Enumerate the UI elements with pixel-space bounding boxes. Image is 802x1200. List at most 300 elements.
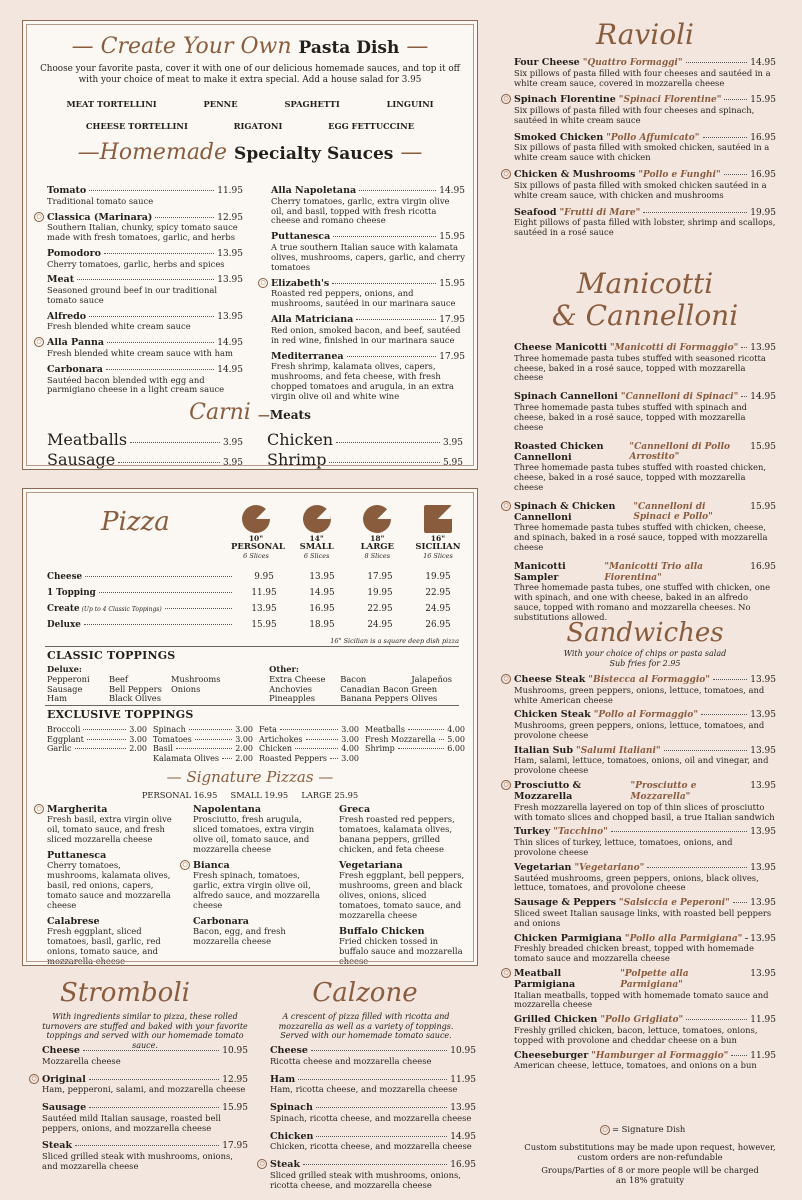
pizza-price: 22.95	[367, 604, 393, 614]
menu-item	[503, 780, 776, 822]
pizza-size	[352, 505, 402, 560]
signature-legend	[600, 1124, 685, 1135]
item-name: Manicotti Sampler	[514, 560, 566, 584]
pizza-icon	[363, 505, 391, 533]
item-price: 15.95	[439, 232, 465, 243]
sauce-item	[47, 185, 243, 207]
item-name: Smoked Chicken	[514, 131, 604, 143]
item-header	[47, 248, 243, 260]
item-name: Alla Matriciana	[271, 314, 354, 326]
topping-name: Basil	[153, 744, 173, 754]
item-price: 11.95	[750, 1050, 776, 1061]
sandwiches-list	[503, 674, 776, 1075]
pizza-row	[47, 569, 467, 585]
item-price: 12.95	[217, 212, 243, 223]
dot-leader	[330, 758, 338, 759]
item-italian-name: "Cannelloni di Spinaci"	[620, 392, 739, 403]
sandwiches-title: Sandwiches	[566, 618, 724, 648]
item-price: 16.95	[750, 561, 776, 572]
exclusive-topping	[153, 754, 253, 764]
dot-leader	[165, 608, 232, 609]
signature-prices: PERSONAL 16.95 SMALL 19.95 LARGE 25.95	[141, 790, 359, 800]
ravioli-title: Ravioli	[596, 18, 694, 51]
pizza-price: 26.95	[425, 620, 451, 630]
pizza-size-name: LARGE	[360, 542, 394, 553]
item-price: 13.95	[217, 275, 243, 286]
classic-toppings-title: CLASSIC TOPPINGS	[47, 649, 176, 662]
signature-pizza	[339, 860, 467, 921]
item-name: Cheese Manicotti	[514, 342, 607, 353]
dot-leader	[89, 1079, 219, 1080]
item-price: 14.95	[217, 338, 243, 349]
exclusive-topping	[47, 735, 147, 745]
item-name: Puttanesca	[271, 231, 331, 243]
item-description: Sautéed bacon blended with egg and parmigiano cheese in a light cream sauce	[47, 374, 225, 395]
dot-leader	[99, 592, 232, 593]
signature-pizza	[47, 850, 175, 911]
create-intro: Choose your favorite pasta, cover it with one of our delicious homemade sauces, and top it off with your choice of meat to make it extra special. Add a house salad for 3.95	[40, 64, 460, 85]
pasta-panel	[22, 20, 478, 470]
sauce-item	[47, 274, 243, 305]
pizza-size-slices: 16 Slices	[423, 551, 453, 560]
dot-leader	[733, 902, 748, 903]
exclusive-topping	[153, 744, 253, 754]
pizza-size-slices: 8 Slices	[364, 551, 391, 560]
menu-item	[270, 1102, 476, 1124]
topping: Onions	[171, 683, 201, 694]
pizza-price: 19.95	[425, 572, 451, 582]
pizza-price: 9.95	[254, 572, 274, 582]
item-name: Original	[42, 1073, 86, 1085]
pizza-description: Fried chicken tossed in buffalo sauce and mozzarella cheese	[339, 935, 463, 966]
dot-leader	[347, 356, 437, 357]
signature-column	[339, 804, 467, 971]
dot-leader	[664, 750, 748, 751]
item-name: Cheese	[42, 1045, 80, 1056]
sauce-item	[260, 277, 465, 309]
menu-item	[503, 169, 776, 200]
item-price: 17.95	[439, 351, 465, 362]
item-name: Four Cheese	[514, 57, 580, 68]
item-price: 3.95	[222, 458, 243, 468]
pasta-types-row-1	[43, 99, 457, 109]
item-italian-name: "Pollo alla Parmigiana"	[624, 933, 743, 944]
item-italian-name: "Prosciutto e Mozzarella"	[630, 781, 697, 802]
item-price: 16.95	[750, 170, 776, 181]
pizza-icon	[424, 505, 452, 533]
dot-leader	[107, 342, 214, 343]
dot-leader	[130, 442, 220, 443]
item-description: Ricotta cheese and mozzarella cheese	[270, 1055, 432, 1066]
dot-leader	[75, 748, 127, 749]
pizza-sizes	[231, 505, 463, 560]
sauces-left-column	[36, 185, 243, 400]
signature-dish-icon: ○	[180, 860, 190, 870]
pizza-name: Napolentana	[193, 804, 261, 815]
create-title: — Create Your Own Pasta Dish —	[71, 34, 429, 59]
topping: Jalapeños	[411, 673, 453, 684]
meat-item	[267, 430, 463, 449]
item-description: Mozzarella cheese	[42, 1055, 121, 1066]
item-header	[514, 441, 776, 463]
topping-price: 3.00	[341, 753, 359, 763]
dot-leader	[703, 137, 748, 138]
item-name: Chicken	[270, 1130, 314, 1142]
other-label: Other:	[269, 664, 299, 674]
pizza-icon	[303, 505, 331, 533]
item-description: Sautéed mushrooms, green peppers, onions, black olives, lettuce, tomatoes, and provolone cheese	[514, 872, 759, 893]
pizza-name: Puttanesca	[47, 849, 107, 861]
item-header	[42, 1102, 248, 1114]
signature-dish-icon: ○	[501, 501, 511, 511]
item-description: Sliced sweet Italian sausage links, with roasted bell peppers and onions	[514, 907, 772, 928]
topping-name: Feta	[259, 725, 277, 734]
sauce-item	[271, 314, 465, 345]
signature-pizza	[47, 916, 175, 967]
carni-list	[47, 430, 465, 469]
item-italian-name: "Pollo Grigliato"	[600, 1015, 684, 1026]
exclusive-topping	[47, 725, 147, 735]
item-header	[514, 57, 776, 69]
exclusive-topping	[365, 744, 465, 754]
signature-dish-icon: ○	[29, 1074, 39, 1084]
item-name: Turkey	[514, 826, 551, 838]
dot-leader	[713, 679, 747, 680]
topping-price: 3.00	[341, 725, 359, 734]
item-description: Spinach, ricotta cheese, and mozzarella cheese	[270, 1112, 472, 1123]
dot-leader	[176, 748, 232, 749]
dot-leader	[359, 190, 436, 191]
dot-leader	[647, 867, 747, 868]
topping: Sausage	[47, 683, 83, 694]
exclusive-topping	[365, 735, 465, 745]
dot-leader	[741, 396, 747, 397]
item-name: Seafood	[514, 206, 557, 218]
dot-leader	[106, 369, 214, 370]
topping-name: Chicken	[259, 744, 293, 754]
item-description: Sliced grilled steak with mushrooms, onions, ricotta cheese, and mozzarella cheese	[270, 1169, 461, 1190]
pizza-description: Fresh roasted red peppers, tomatoes, kalamata olives, banana peppers, grilled chicken, and feta cheese	[339, 814, 455, 854]
topping: Pineapples	[269, 693, 316, 704]
pizza-row	[47, 585, 467, 601]
item-name: Mediterranea	[271, 350, 344, 362]
menu-item	[514, 342, 776, 383]
topping-name: Meatballs	[365, 725, 406, 734]
exclusive-topping	[153, 725, 253, 735]
menu-item	[503, 968, 776, 1010]
signature-pizza	[339, 804, 467, 855]
dot-leader	[298, 1079, 447, 1080]
pizza-price: 14.95	[309, 588, 335, 598]
topping: Bell Peppers	[109, 683, 162, 694]
item-price: 12.95	[222, 1074, 248, 1085]
item-description: Thin slices of turkey, lettuce, tomatoes, onions, and provolone cheese	[514, 837, 733, 857]
topping-name: Kalamata Olives	[153, 753, 219, 763]
dot-leader	[306, 739, 339, 740]
item-name: Italian Sub	[514, 744, 573, 756]
item-name: Alfredo	[47, 310, 87, 322]
pizza-size-name: PERSONAL	[231, 542, 285, 553]
item-name: Vegetarian	[514, 861, 572, 873]
menu-item	[514, 1014, 776, 1045]
dot-leader	[439, 739, 445, 740]
item-italian-name: "Frutti di Mare"	[559, 207, 641, 218]
dot-leader	[398, 748, 444, 749]
pizza-description: Bacon, egg, and fresh mozzarella cheese	[193, 925, 286, 946]
stromboli-list	[31, 1045, 248, 1179]
topping: Ham	[47, 693, 68, 704]
dot-leader	[303, 1164, 447, 1165]
pizza-price: 19.95	[367, 588, 393, 598]
signature-dish-icon: ○	[34, 337, 44, 347]
topping-price: 4.00	[341, 744, 359, 754]
sandwiches-sub1: With your choice of chips or pasta salad	[563, 649, 727, 658]
signature-pizza	[193, 916, 321, 947]
manicotti-title	[500, 268, 790, 332]
topping: Anchovies	[269, 683, 312, 694]
pizza-row-name	[47, 588, 235, 598]
item-name: Shrimp	[267, 450, 327, 469]
dot-leader	[89, 1107, 219, 1108]
item-header	[47, 185, 243, 197]
item-header	[514, 674, 776, 686]
menu-item	[31, 1073, 248, 1096]
item-name: Alla Napoletana	[271, 185, 357, 196]
dot-leader	[295, 748, 338, 749]
pizza-name: Greca	[339, 804, 371, 815]
item-name: Meatball Parmigiana	[514, 968, 576, 991]
signature-dish-icon: ○	[501, 674, 511, 684]
item-italian-name: "Pollo e Funghi"	[638, 170, 721, 181]
item-description: Sliced grilled steak with mushrooms, onions, and mozzarella cheese	[42, 1151, 233, 1171]
item-name: Chicken Steak	[514, 709, 591, 721]
menu-item	[42, 1102, 248, 1133]
dot-leader	[731, 1055, 747, 1056]
pizza-price: 24.95	[425, 604, 451, 614]
topping: Extra Cheese	[269, 673, 326, 684]
item-header	[514, 561, 776, 583]
exclusive-column	[365, 725, 465, 763]
topping-price: 2.00	[235, 753, 253, 763]
menu-item	[259, 1159, 476, 1190]
pizza-price: 13.95	[309, 572, 335, 582]
pizza-size-inches: 18"	[370, 534, 385, 543]
pizza-row	[47, 601, 467, 617]
topping-price: 2.00	[129, 744, 147, 754]
menu-item	[270, 1074, 476, 1096]
item-price: 11.95	[217, 186, 243, 196]
ravioli-list	[503, 57, 776, 244]
item-description: Ham, ricotta cheese, and mozzarella cheese	[270, 1084, 458, 1095]
signature-pizza	[339, 926, 467, 967]
topping: Pepperoni	[47, 673, 90, 684]
pasta-type: MEAT TORTELLINI	[66, 99, 157, 110]
item-name: Tomato	[47, 185, 87, 196]
sauce-item	[271, 351, 465, 402]
item-description: Fresh blended white cream sauce with ham	[47, 348, 233, 358]
item-price: 3.95	[222, 438, 243, 448]
pizza-row-name	[47, 572, 235, 582]
menu-item	[514, 862, 776, 893]
pizza-description: Cherry tomatoes, mushrooms, kalamata olives, basil, red onions, capers, tomato sauce and mozzarella cheese	[47, 860, 171, 910]
item-name: Spinach Florentine	[514, 94, 616, 106]
pizza-price: 15.95	[251, 620, 277, 630]
item-price: 15.95	[750, 501, 776, 512]
pizza-size-name: SICILIAN	[415, 542, 461, 553]
manicotti-list	[503, 342, 776, 631]
item-italian-name: "Cannelloni di Pollo Arrostito"	[629, 441, 731, 463]
menu-item	[514, 1050, 776, 1072]
manicotti-title-l2: & Cannelloni	[551, 299, 739, 333]
topping-price: 3.00	[235, 725, 253, 734]
topping: Bacon	[340, 673, 367, 684]
sauce-item	[47, 311, 243, 333]
item-description: Seasoned ground beef in our traditional tomato sauce	[47, 285, 218, 305]
menu-item	[270, 1131, 476, 1153]
pizza-size-slices: 6 Slices	[243, 551, 269, 560]
signature-column	[182, 804, 321, 971]
menu-item	[514, 826, 776, 857]
item-price: 11.95	[450, 1074, 476, 1085]
item-name: Sausage	[42, 1102, 87, 1114]
dot-leader	[408, 729, 444, 730]
item-name: Cheese Steak	[514, 674, 586, 685]
dot-leader	[87, 739, 126, 740]
dot-leader	[104, 253, 214, 254]
signature-dish-icon: ○	[501, 780, 511, 790]
dot-leader	[83, 1050, 219, 1051]
item-italian-name: "Hamburger al Formaggio"	[591, 1050, 729, 1061]
item-header	[47, 364, 243, 376]
menu-item	[503, 674, 776, 705]
dot-leader	[316, 1136, 447, 1137]
exclusive-topping	[259, 735, 359, 745]
item-price: 13.95	[750, 969, 776, 980]
topping: Banana Peppers	[340, 693, 409, 704]
topping-price: 3.00	[235, 734, 253, 744]
dot-leader	[77, 279, 214, 280]
topping-name: Artichokes	[259, 734, 303, 744]
signature-dish-icon: ○	[501, 94, 511, 104]
item-description: Three homemade pasta tubes stuffed with chicken, cheese, and spinach, baked in a rosé sauce, topped with mozzarella cheese	[514, 522, 768, 552]
exclusive-topping	[259, 754, 359, 764]
exclusive-topping	[259, 725, 359, 735]
item-italian-name: "Salumi Italiani"	[576, 745, 661, 756]
pizza-description: Fresh eggplant, bell peppers, mushrooms, green and black olives, onions, sliced tomatoes, tomato sauce, and mozzarella cheese	[339, 870, 465, 920]
menu-item	[503, 500, 776, 553]
signature-dish-icon: ○	[501, 968, 511, 978]
menu-item	[514, 709, 776, 740]
pasta-type: RIGATONI	[233, 121, 283, 132]
dot-leader	[333, 236, 436, 237]
item-italian-name: "Manicotti Trio alla Fiorentina"	[604, 561, 703, 583]
pizza-name: Buffalo Chicken	[339, 925, 425, 937]
item-header	[271, 314, 465, 326]
dot-leader	[189, 729, 232, 730]
menu-item	[514, 745, 776, 776]
item-description: Ham, pepperoni, salami, and mozzarella cheese	[42, 1084, 246, 1095]
item-name: Classica (Marinara)	[47, 211, 153, 223]
item-italian-name: "Tacchino"	[553, 827, 608, 838]
dot-leader	[83, 729, 126, 730]
dot-leader	[332, 283, 436, 284]
pizza-name: Margherita	[47, 804, 108, 815]
dot-leader	[724, 174, 748, 175]
topping-price: 2.00	[235, 744, 253, 754]
item-price: 10.95	[222, 1046, 248, 1056]
pizza-size-inches: 14"	[309, 534, 324, 543]
item-header	[514, 780, 776, 802]
dot-leader	[745, 938, 747, 939]
item-description: Southern Italian, chunky, spicy tomato sauce made with fresh tomatoes, garlic, and herbs	[47, 222, 238, 243]
calzone-intro: A crescent of pizza filled with ricotta and mozzarella as well as a variety of toppings. Served with our homemade tomato sauce.	[278, 1012, 454, 1041]
exclusive-column	[153, 725, 253, 763]
dot-leader	[118, 462, 220, 463]
dot-leader	[741, 347, 747, 348]
topping-name: Eggplant	[47, 734, 84, 744]
item-price: 13.95	[750, 675, 776, 685]
dot-leader	[356, 319, 436, 320]
topping-price: 4.00	[447, 725, 465, 734]
item-name: Chicken & Mushrooms	[514, 169, 636, 181]
dot-leader	[686, 62, 748, 63]
dot-leader	[329, 462, 440, 463]
item-description: Six pillows of pasta filled with smoked chicken sautéed in a white cream sauce, with chicken and mushrooms	[514, 179, 767, 200]
item-description: Freshly grilled chicken, bacon, lettuce, tomatoes, onions, topped with provolone and cheddar cheese on a bun	[514, 1025, 758, 1045]
item-name: Sausage & Peppers	[514, 897, 616, 909]
item-description: Mushrooms, green peppers, onions, lettuce, tomatoes, and white American cheese	[514, 684, 765, 705]
menu-item	[514, 57, 776, 88]
item-description: Three homemade pasta tubes stuffed with spinach and cheese, baked in a rosé sauce, topped with mozzarella cheese	[514, 401, 747, 432]
meat-item	[267, 450, 463, 469]
pizza-description: Prosciutto, fresh arugula, sliced tomatoes, extra virgin olive oil, tomato sauce, and mozzarella cheese	[193, 814, 315, 854]
create-title-bold: Pasta Dish	[298, 38, 400, 58]
item-description: A true southern Italian sauce with kalamata olives, mushrooms, capers, garlic, and cherry tomatoes	[271, 241, 465, 272]
item-price: 13.95	[750, 745, 776, 756]
item-description: Six pillows of pasta filled with smoked chicken, sautéed in a white cream sauce with chicken	[514, 142, 770, 163]
pizza-panel	[22, 488, 478, 966]
item-name: Chicken Parmigiana	[514, 932, 622, 944]
menu-item	[514, 897, 776, 928]
sicilian-note: 16" Sicilian is a square deep dish pizza	[330, 637, 459, 645]
meat-item	[47, 430, 243, 449]
item-italian-name: "Pollo Affumicato"	[606, 132, 700, 143]
sauce-item	[47, 248, 243, 270]
item-price: 13.95	[750, 898, 776, 909]
pizza-name: Carbonara	[193, 915, 249, 927]
item-name: Carbonara	[47, 363, 103, 375]
item-italian-name: "Manicotti di Formaggio"	[609, 343, 739, 353]
exclusive-toppings	[47, 725, 465, 763]
item-price: 3.95	[442, 438, 463, 448]
item-price: 13.95	[750, 343, 776, 353]
item-name: Meat	[47, 274, 75, 286]
signature-pizzas-title: — Signature Pizzas —	[166, 768, 334, 786]
topping: Beef	[109, 673, 128, 684]
item-price: 15.95	[750, 95, 776, 106]
deluxe-label: Deluxe:	[47, 664, 82, 674]
exclusive-topping	[259, 744, 359, 754]
item-price: 14.95	[439, 186, 465, 196]
item-price: 13.95	[450, 1103, 476, 1114]
item-description: Red onion, smoked bacon, and beef, sautéed in red wine, finished in our marinara sauce	[271, 324, 461, 345]
item-name: Elizabeth's	[271, 277, 330, 289]
item-description: Freshly breaded chicken breast, topped with homemade tomato sauce and mozzarella cheese	[514, 943, 754, 964]
item-name: Ham	[270, 1073, 296, 1085]
signature-dish-icon: ○	[600, 1125, 610, 1135]
sauces-right-column	[260, 185, 465, 407]
item-header	[514, 968, 776, 990]
